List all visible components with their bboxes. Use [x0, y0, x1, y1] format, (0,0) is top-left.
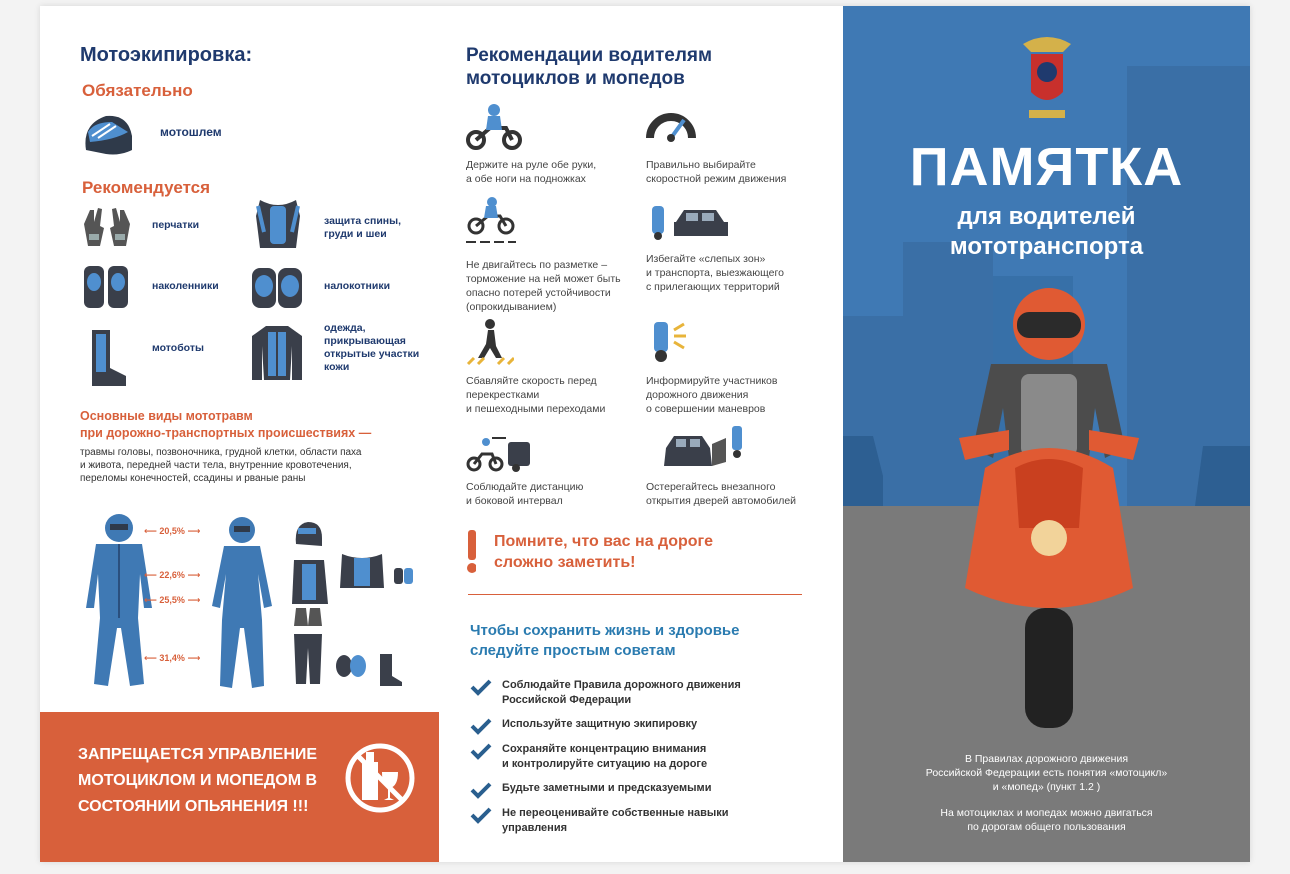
percent-abdomen: ⟵ 25,5% ⟶	[144, 595, 201, 605]
roads-note: На мотоциклах и мопедах можно двигаться по дорогам общего пользования	[940, 807, 1153, 833]
recommendations-panel	[440, 6, 843, 862]
ban-text: ЗАПРЕЩАЕТСЯ УПРАВЛЕНИЕ МОТОЦИКЛОМ И МОПЕДОМ В СОСТОЯНИИ ОПЬЯНЕНИЯ !!!	[78, 746, 318, 815]
back-protection-label: защита спины, груди и шеи	[324, 215, 401, 240]
jacket-icon	[250, 322, 304, 384]
motorcyclist-illustration	[929, 278, 1169, 738]
percent-head: ⟵ 20,5% ⟶	[144, 526, 201, 536]
elbow-pads-label: налокотники	[324, 280, 391, 292]
tip-text: Не переоценивайте собственные навыки управления	[502, 807, 729, 834]
injuries-title: Основные виды мототравм при дорожно-транспортных происшествиях —	[80, 409, 372, 440]
warning-text: Помните, что вас на дороге сложно заметить!	[494, 533, 714, 571]
knee-pads-label: наколенники	[152, 280, 219, 292]
motorcyclist-icon	[466, 102, 522, 150]
cover-title: ПАМЯТКА	[909, 137, 1184, 197]
speedometer-icon	[646, 104, 696, 148]
recommended-title: Рекомендуется	[82, 178, 211, 197]
back-protection-icon	[252, 196, 304, 252]
car-door-icon	[662, 422, 748, 470]
gear-set-icon	[292, 518, 416, 688]
distance-icon	[466, 430, 532, 472]
elbow-pads-icon	[250, 262, 304, 312]
rules-note: В Правилах дорожного движения Российской Федерации есть понятия «мотоцикл» и «мопед» (пункт 1.2 )	[925, 753, 1168, 793]
boots-label: мотоботы	[152, 342, 204, 354]
pedestrian-crossing-icon	[466, 318, 514, 366]
equipment-panel	[40, 6, 440, 862]
blind-spot-icon	[646, 202, 730, 242]
rec-text-8: Остерегайтесь внезапного открытия дверей автомобилей	[646, 481, 797, 507]
turn-signal-icon	[646, 316, 696, 366]
exclamation-icon	[466, 530, 476, 574]
rec-text-2: Правильно выбирайте скоростной режим движения	[646, 159, 787, 185]
helmet-label: мотошлем	[160, 125, 222, 139]
gloves-label: перчатки	[152, 219, 200, 231]
divider	[468, 594, 802, 595]
tip-text: Соблюдайте Правила дорожного движения Российской Федерации	[502, 679, 741, 706]
clothing-label: одежда, прикрывающая открытые участки кожи	[324, 322, 420, 373]
leaflet	[40, 6, 1250, 862]
rec-text-5: Сбавляйте скорость перед перекрестками и пешеходными переходами	[466, 375, 606, 415]
checkmark-icon	[470, 742, 492, 760]
knee-pads-icon	[82, 262, 130, 312]
rec-text-1: Держите на руле обе руки, а обе ноги на подножках	[466, 159, 597, 185]
cover-subtitle: для водителей мототранспорта	[949, 203, 1144, 260]
rec-text-7: Соблюдайте дистанцию и боковой интервал	[466, 481, 584, 507]
recommendations-title: Рекомендации водителям мотоциклов и мопедов	[466, 45, 713, 89]
mandatory-title: Обязательно	[82, 81, 193, 100]
boots-icon	[86, 328, 130, 388]
female-body-icon	[202, 510, 282, 690]
tip-text: Будьте заметными и предсказуемыми	[502, 782, 712, 794]
percent-legs: ⟵ 31,4% ⟶	[144, 653, 201, 663]
tip-text: Сохраняйте концентрацию внимания и контролируйте ситуацию на дороге	[502, 743, 708, 770]
percent-chest: ⟵ 22,6% ⟶	[144, 570, 201, 580]
checkmark-icon	[470, 717, 492, 735]
rec-text-4: Избегайте «слепых зон» и транспорта, выезжающего с прилегающих территорий	[646, 253, 784, 293]
checkmark-icon	[470, 678, 492, 696]
no-alcohol-icon	[344, 742, 416, 814]
helmet-icon	[80, 110, 136, 158]
checkmark-icon	[470, 806, 492, 824]
checkmark-icon	[470, 781, 492, 799]
road-marking-icon	[466, 196, 516, 246]
equipment-title: Мотоэкипировка:	[80, 44, 253, 66]
tips-title: Чтобы сохранить жизнь и здоровье следуйте простым советам	[470, 622, 740, 659]
injuries-text: травмы головы, позвоночника, грудной клетки, области паха и живота, передней части тела, внутренние кровотечения, переломы конечностей, ссадины и рваные раны	[80, 447, 362, 484]
cover-panel	[843, 6, 1250, 862]
police-emblem-icon	[1019, 30, 1075, 126]
tip-text: Используйте защитную экипировку	[502, 718, 698, 730]
rec-text-3: Не двигайтесь по разметке – торможение на ней может быть опасно потерей устойчивости (опрокидыванием)	[466, 259, 621, 313]
alcohol-ban-banner	[40, 712, 439, 862]
rec-text-6: Информируйте участников дорожного движения о совершении маневров	[646, 375, 778, 415]
gloves-icon	[80, 206, 134, 250]
